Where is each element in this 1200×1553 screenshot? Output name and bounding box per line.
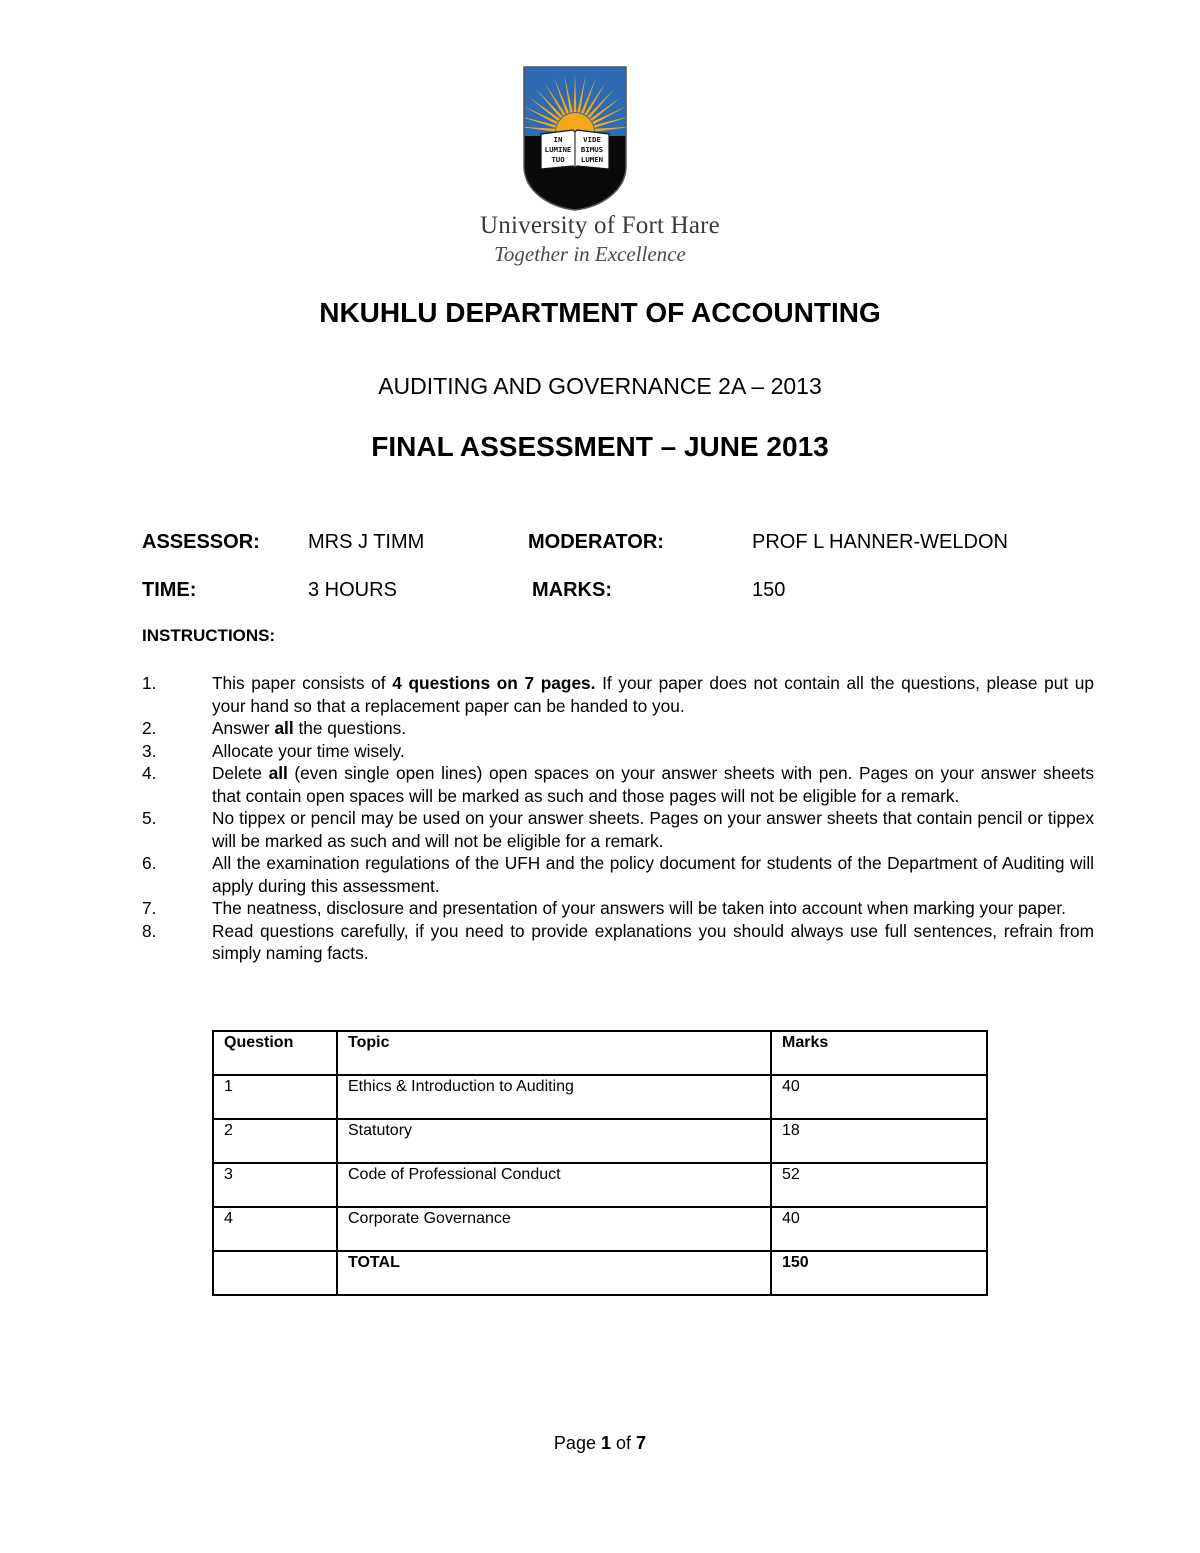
motto-left-2: LUMINE — [544, 145, 572, 154]
instruction-text — [212, 897, 1094, 920]
instruction-fragment: Answer — [212, 718, 275, 738]
university-crest-logo — [523, 66, 627, 211]
instruction-item — [142, 717, 1094, 740]
table-row — [213, 1075, 987, 1119]
university-name: University of Fort Hare — [480, 212, 720, 239]
cell-question: 3 — [213, 1163, 337, 1207]
motto-left-3: TUO — [551, 155, 565, 164]
instruction-number: 8. — [142, 920, 157, 941]
university-tagline: Together in Excellence — [494, 242, 686, 266]
instruction-number: 2. — [142, 718, 157, 738]
instruction-number: 1. — [142, 673, 157, 693]
total-empty-cell — [213, 1251, 337, 1295]
instruction-fragment: the questions. — [293, 718, 407, 738]
cell-marks: 40 — [771, 1075, 987, 1119]
instruction-text — [212, 920, 1094, 965]
instructions-title: INSTRUCTIONS: — [142, 626, 276, 645]
header-marks: Marks — [771, 1031, 987, 1075]
moderator-value: PROF L HANNER-WELDON — [752, 531, 1008, 553]
total-label: TOTAL — [337, 1251, 771, 1295]
instruction-item — [142, 807, 1094, 852]
instructions-list — [142, 672, 1094, 965]
instruction-fragment: This paper consists of — [212, 673, 393, 693]
time-label: TIME: — [142, 579, 197, 601]
instruction-number: 5. — [142, 808, 157, 828]
instruction-number: 6. — [142, 853, 157, 873]
page-total: 7 — [636, 1433, 647, 1453]
table-row — [213, 1207, 987, 1251]
assessor-value: MRS J TIMM — [308, 531, 425, 553]
department-heading: NKUHLU DEPARTMENT OF ACCOUNTING — [319, 297, 881, 328]
instruction-text — [212, 717, 1094, 740]
instruction-text — [212, 762, 1094, 807]
cell-topic: Corporate Governance — [337, 1207, 771, 1251]
instruction-emphasis: all — [274, 718, 294, 738]
instruction-text — [212, 672, 1094, 717]
instruction-emphasis: 4 questions on 7 pages. — [392, 673, 596, 693]
cell-topic: Code of Professional Conduct — [337, 1163, 771, 1207]
instruction-item — [142, 740, 1094, 763]
instruction-fragment: All the examination regulations of the UFH and the policy document for students of the Department of Auditing will apply during this assessment. — [212, 853, 1094, 896]
header-topic: Topic — [337, 1031, 771, 1075]
instruction-fragment: (even single open lines) open spaces on your answer sheets with pen. Pages on your answer sheets that contain open spaces will be marked as such and those pages will not be eligible for a remark. — [212, 763, 1094, 806]
instruction-item — [142, 897, 1094, 920]
instruction-fragment: If your paper does not contain all the questions, please put up your hand so that a replacement paper can be handed to you. — [212, 673, 1094, 716]
marks-label: MARKS: — [532, 579, 612, 601]
table-total-row — [213, 1251, 987, 1295]
instruction-item — [142, 852, 1094, 897]
header-question: Question — [213, 1031, 337, 1075]
instruction-fragment: Allocate your time wisely. — [212, 740, 405, 761]
table-row — [213, 1163, 987, 1207]
page-word: Page — [553, 1433, 596, 1453]
motto-right-3: LUMEN — [580, 155, 604, 164]
cell-topic: Statutory — [337, 1119, 771, 1163]
instruction-item — [142, 672, 1094, 717]
cell-marks: 52 — [771, 1163, 987, 1207]
assessment-heading: FINAL ASSESSMENT – JUNE 2013 — [371, 431, 829, 462]
motto-left-1: IN — [553, 135, 563, 144]
motto-right-2: BIMUS — [580, 145, 604, 154]
cell-marks: 18 — [771, 1119, 987, 1163]
instruction-number: 7. — [142, 898, 157, 918]
instruction-text — [212, 740, 1094, 763]
table-header-row — [213, 1031, 987, 1075]
instruction-fragment: Read questions carefully, if you need to provide explanations you should always use full sentences, refrain from simply naming facts. — [212, 920, 1094, 963]
total-marks: 150 — [771, 1251, 987, 1295]
of-word: of — [616, 1433, 632, 1453]
marks-value: 150 — [752, 579, 786, 601]
cell-question: 4 — [213, 1207, 337, 1251]
cell-question: 2 — [213, 1119, 337, 1163]
course-heading: AUDITING AND GOVERNANCE 2A – 2013 — [378, 373, 822, 399]
instruction-item — [142, 920, 1094, 965]
instruction-emphasis: all — [268, 763, 288, 783]
instruction-text — [212, 807, 1094, 852]
instruction-number: 3. — [142, 740, 157, 761]
instruction-fragment: No tippex or pencil may be used on your answer sheets. Pages on your answer sheets that contain pencil or tippex will be marked as such and will not be eligible for a remark. — [212, 808, 1094, 851]
cell-topic: Ethics & Introduction to Auditing — [337, 1075, 771, 1119]
table-row — [213, 1119, 987, 1163]
time-value: 3 HOURS — [308, 579, 397, 601]
cell-question: 1 — [213, 1075, 337, 1119]
page-footer — [0, 1433, 1200, 1454]
motto-right-1: VIDE — [583, 135, 601, 144]
cell-marks: 40 — [771, 1207, 987, 1251]
marks-table — [212, 1030, 988, 1296]
instruction-item — [142, 762, 1094, 807]
instruction-text — [212, 852, 1094, 897]
page-number: 1 — [600, 1433, 611, 1453]
moderator-label: MODERATOR: — [528, 531, 664, 553]
instruction-fragment: The neatness, disclosure and presentation of your answers will be taken into account when marking your paper. — [212, 898, 1066, 918]
instruction-fragment: Delete — [212, 763, 269, 783]
assessor-label: ASSESSOR: — [142, 531, 260, 553]
instruction-number: 4. — [142, 763, 157, 783]
